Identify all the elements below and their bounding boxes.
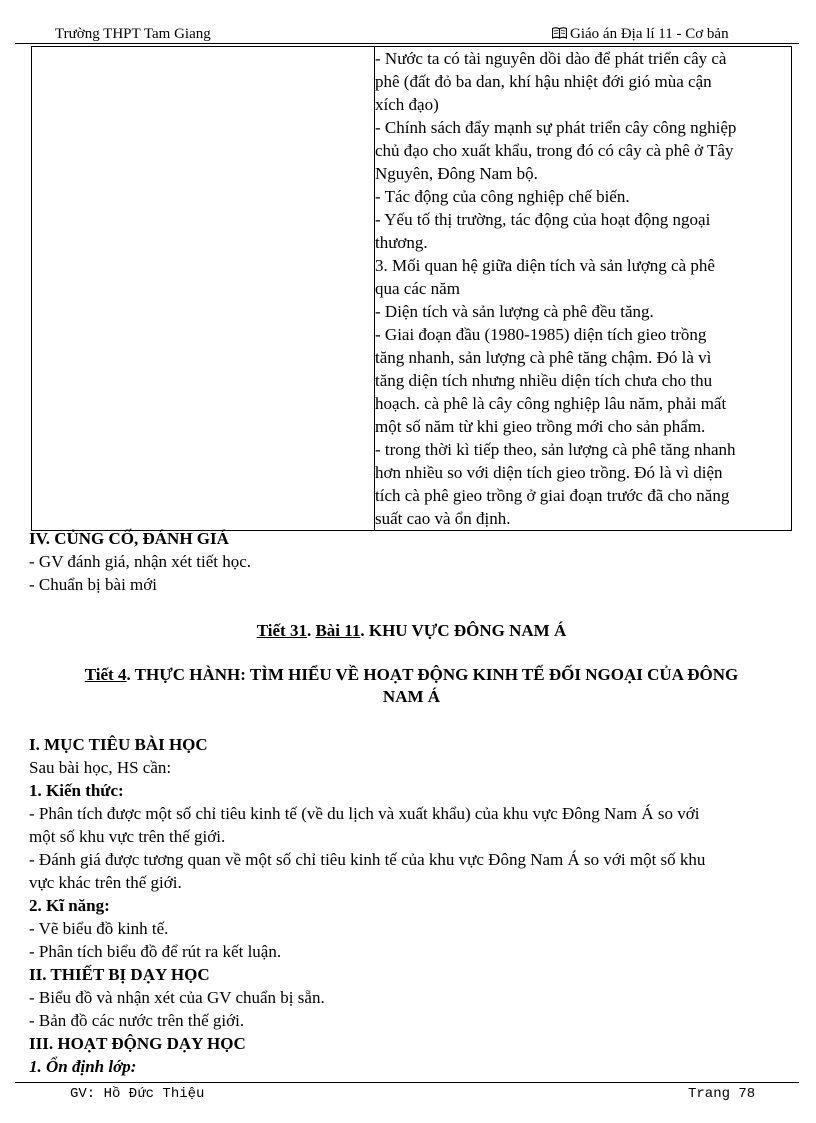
content-line: hơn nhiều so với diện tích gieo trồng. Đó là vì diện: [375, 463, 723, 482]
header-course-label: Giáo án Địa lí 11 - Cơ bản: [570, 26, 729, 42]
footer-teacher: GV: Hồ Đức Thiệu: [70, 1086, 205, 1102]
content-line: qua các năm: [375, 279, 460, 298]
activities-heading: III. HOẠT ĐỘNG DẠY HỌC: [29, 1034, 246, 1053]
objectives-intro: Sau bài học, HS cần:: [29, 758, 172, 777]
content-line: tăng nhanh, sản lượng cà phê tăng chậm. Đó là vì: [375, 348, 712, 367]
practice-title-line2: NAM Á: [382, 687, 441, 706]
content-line: hoạch. cà phê là cây công nghiệp lâu năm, phải mất: [375, 394, 727, 413]
equipment-line: - Biểu đồ và nhận xét của GV chuẩn bị sẵn.: [29, 988, 325, 1007]
lesson-number: Tiết 31: [256, 621, 307, 640]
table-row: [32, 47, 792, 531]
section-4: [29, 527, 251, 596]
header-divider: [15, 43, 799, 44]
skills-line: - Phân tích biểu đồ để rút ra kết luận.: [29, 942, 282, 961]
footer-divider: [15, 1082, 799, 1083]
content-line: tích cà phê gieo trồng ở giai đoạn trước đã cho năng: [375, 486, 730, 505]
lesson-separator: .: [306, 621, 316, 640]
content-line: - Giai đoạn đầu (1980-1985) diện tích gieo trồng: [375, 325, 707, 344]
section-4-line: - Chuẩn bị bài mới: [29, 575, 157, 594]
header-school: Trường THPT Tam Giang: [55, 26, 211, 42]
content-line: - Chính sách đẩy mạnh sự phát triển cây công nghiệp: [375, 118, 737, 137]
knowledge-line: một số khu vực trên thế giới.: [29, 827, 226, 846]
content-line: chủ đạo cho xuất khẩu, trong đó có cây cà phê ở Tây: [375, 141, 734, 160]
knowledge-line: vực khác trên thế giới.: [29, 873, 182, 892]
lesson-table: [31, 46, 792, 531]
skills-heading: 2. Kĩ năng:: [29, 896, 110, 915]
content-line: Nguyên, Đông Nam bộ.: [375, 164, 538, 183]
activities-sub: 1. Ổn định lớp:: [29, 1057, 137, 1076]
skills-line: - Vẽ biểu đồ kinh tế.: [29, 919, 169, 938]
knowledge-heading: 1. Kiến thức:: [29, 781, 124, 800]
book-icon: [552, 27, 567, 39]
lesson-title: [31, 620, 792, 642]
section-4-heading: IV. CỦNG CỐ, ĐÁNH GIÁ: [29, 529, 229, 548]
content-line: một số năm từ khi gieo trồng mới cho sản phẩm.: [375, 417, 706, 436]
content-cell: [375, 47, 792, 531]
section-4-line: - GV đánh giá, nhận xét tiết học.: [29, 552, 252, 571]
knowledge-line: - Đánh giá được tương quan về một số chỉ tiêu kinh tế của khu vực Đông Nam Á so với một số khu: [29, 850, 706, 869]
practice-period: Tiết 4: [84, 665, 127, 684]
content-line: tăng diện tích nhưng nhiều diện tích chưa cho thu: [375, 371, 713, 390]
header-course: [552, 26, 729, 44]
teacher-activity-cell: [32, 47, 375, 531]
practice-title: [31, 664, 792, 708]
content-line: - Yếu tố thị trường, tác động của hoạt động ngoại: [375, 210, 711, 229]
content-line: - Diện tích và sản lượng cà phê đều tăng.: [375, 302, 654, 321]
equipment-line: - Bản đồ các nước trên thế giới.: [29, 1011, 245, 1030]
lesson-unit-title: . KHU VỰC ĐÔNG NAM Á: [360, 621, 567, 640]
lesson-unit: Bài 11: [315, 621, 361, 640]
content-line: 3. Mối quan hệ giữa diện tích và sản lượng cà phê: [375, 256, 715, 275]
equipment-heading: II. THIẾT BỊ DẠY HỌC: [29, 965, 210, 984]
content-line: xích đạo): [375, 95, 439, 114]
content-line: suất cao và ổn định.: [375, 509, 511, 528]
footer-page: Trang 78: [688, 1086, 756, 1102]
lesson-body: [29, 733, 705, 1078]
practice-title-line1: . THỰC HÀNH: TÌM HIỂU VỀ HOẠT ĐỘNG KINH TẾ ĐỐI NGOẠI CỦA ĐÔNG: [126, 665, 739, 684]
knowledge-line: - Phân tích được một số chỉ tiêu kinh tế (về du lịch và xuất khẩu) của khu vực Đông Nam Á so với: [29, 804, 700, 823]
content-line: phê (đất đỏ ba dan, khí hậu nhiệt đới gió mùa cận: [375, 72, 712, 91]
content-line: - trong thời kì tiếp theo, sản lượng cà phê tăng nhanh: [375, 440, 736, 459]
objectives-heading: I. MỤC TIÊU BÀI HỌC: [29, 735, 208, 754]
content-line: - Tác động của công nghiệp chế biến.: [375, 187, 630, 206]
content-line: thương.: [375, 233, 428, 252]
content-line: - Nước ta có tài nguyên dồi dào để phát triển cây cà: [375, 49, 727, 68]
